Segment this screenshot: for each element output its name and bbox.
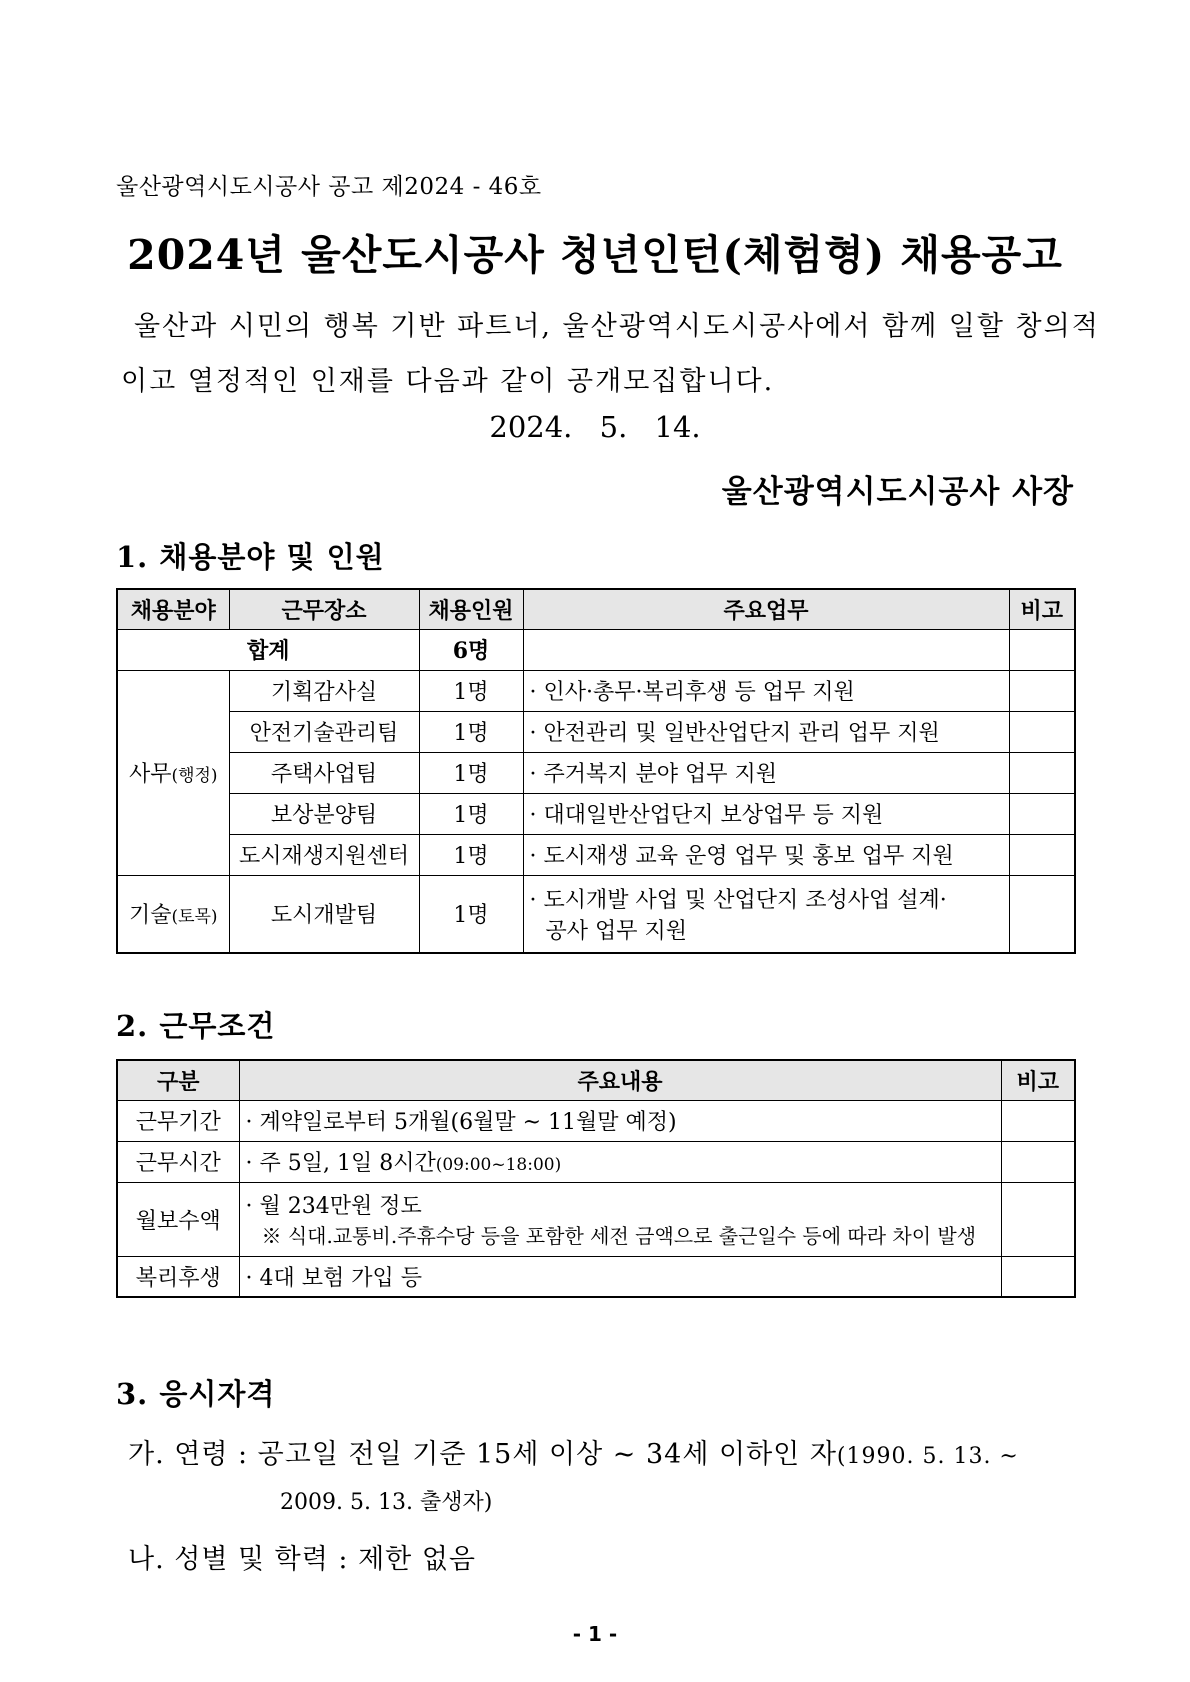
document-title: 2024년 울산도시공사 청년인턴(체험형) 채용공고 — [127, 231, 1063, 279]
section-2-heading: 2. 근무조건 — [116, 1009, 276, 1043]
intro-line-2: 이고 열정적인 인재를 다음과 같이 공개모집합니다. — [121, 366, 775, 397]
table-row — [117, 1100, 1075, 1141]
table-row — [117, 670, 1075, 711]
table-row — [117, 1141, 1075, 1182]
duties: · 도시재생 교육 운영 업무 및 홍보 업무 지원 — [523, 834, 1009, 875]
content — [239, 1141, 1001, 1182]
category: 월보수액 — [117, 1182, 239, 1256]
content-main: · 월 234만원 정도 — [245, 1194, 422, 1219]
header-note: 비고 — [1001, 1060, 1075, 1100]
category: 복리후생 — [117, 1256, 239, 1297]
total-duties — [523, 629, 1009, 670]
field-office — [117, 670, 229, 875]
gender-education-requirement: 나. 성별 및 학력 : 제한 없음 — [128, 1544, 476, 1575]
count: 1명 — [419, 711, 523, 752]
note-cell — [1009, 875, 1075, 953]
header-category: 구분 — [117, 1060, 239, 1100]
announcement-number: 울산광역시도시공사 공고 제2024 - 46호 — [116, 174, 542, 200]
total-label: 합계 — [117, 629, 419, 670]
category: 근무시간 — [117, 1141, 239, 1182]
table-row — [117, 752, 1075, 793]
note-cell — [1001, 1100, 1075, 1141]
conditions-table — [116, 1059, 1076, 1298]
location: 도시개발팀 — [229, 875, 419, 953]
table-row — [117, 1182, 1075, 1256]
content-main: · 주 5일, 1일 8시간 — [245, 1151, 436, 1176]
section-1-heading: 1. 채용분야 및 인원 — [116, 540, 385, 574]
location: 안전기술관리팀 — [229, 711, 419, 752]
total-note — [1009, 629, 1075, 670]
duties: · 안전관리 및 일반산업단지 관리 업무 지원 — [523, 711, 1009, 752]
content — [239, 1182, 1001, 1256]
content: · 4대 보험 가입 등 — [239, 1256, 1001, 1297]
header-location: 근무장소 — [229, 589, 419, 629]
count: 1명 — [419, 875, 523, 953]
field-name: 기술 — [128, 903, 172, 929]
duties: · 인사·총무·복리후생 등 업무 지원 — [523, 670, 1009, 711]
field-sub: (토목) — [171, 907, 218, 928]
location: 기획감사실 — [229, 670, 419, 711]
table-row — [117, 711, 1075, 752]
total-count: 6명 — [419, 629, 523, 670]
header-note: 비고 — [1009, 589, 1075, 629]
note-cell — [1009, 793, 1075, 834]
note-cell — [1001, 1182, 1075, 1256]
note-cell — [1009, 834, 1075, 875]
announcement-date: 2024. 5. 14. — [489, 410, 701, 444]
age-birth-range: (1990. 5. 13. ~ — [836, 1444, 1019, 1469]
header-duties: 주요업무 — [523, 589, 1009, 629]
table-row — [117, 875, 1075, 953]
duties — [523, 875, 1009, 953]
content: · 계약일로부터 5개월(6월말 ~ 11월말 예정) — [239, 1100, 1001, 1141]
age-requirement — [128, 1432, 1019, 1471]
note-cell — [1009, 752, 1075, 793]
recruitment-table — [116, 588, 1076, 954]
count: 1명 — [419, 752, 523, 793]
header-content: 주요내용 — [239, 1060, 1001, 1100]
note-cell — [1009, 711, 1075, 752]
page-number: - 1 - — [572, 1622, 618, 1646]
note-cell — [1009, 670, 1075, 711]
header-count: 채용인원 — [419, 589, 523, 629]
duties: · 대대일반산업단지 보상업무 등 지원 — [523, 793, 1009, 834]
duties: · 주거복지 분야 업무 지원 — [523, 752, 1009, 793]
location: 보상분양팀 — [229, 793, 419, 834]
content-note: ※ 식대.교통비.주휴수당 등을 포함한 세전 금액으로 출근일수 등에 따라 차이 발생 — [261, 1224, 977, 1248]
content-hours: (09:00~18:00) — [435, 1155, 562, 1175]
age-text: 가. 연령 : 공고일 전일 기준 15세 이상 ~ 34세 이하인 자 — [128, 1439, 837, 1470]
duties-line-1: · 도시개발 사업 및 산업단지 조성사업 설계· — [529, 887, 947, 913]
section-3-heading: 3. 응시자격 — [116, 1377, 276, 1411]
note-cell — [1001, 1141, 1075, 1182]
table-row — [117, 834, 1075, 875]
category: 근무기간 — [117, 1100, 239, 1141]
location: 주택사업팀 — [229, 752, 419, 793]
duties-line-2: 공사 업무 지원 — [545, 918, 687, 944]
age-birth-range-cont: 2009. 5. 13. 출생자) — [280, 1490, 493, 1515]
count: 1명 — [419, 793, 523, 834]
header-field: 채용분야 — [117, 589, 229, 629]
location: 도시재생지원센터 — [229, 834, 419, 875]
table-row — [117, 1256, 1075, 1297]
field-sub: (행정) — [171, 766, 218, 786]
table-row — [117, 793, 1075, 834]
issuer: 울산광역시도시공사 사장 — [721, 474, 1074, 510]
field-technical — [117, 875, 229, 953]
count: 1명 — [419, 834, 523, 875]
intro-line-1: 울산과 시민의 행복 기반 파트너, 울산광역시도시공사에서 함께 일할 창의적 — [134, 311, 1100, 342]
field-name: 사무 — [128, 762, 172, 787]
count: 1명 — [419, 670, 523, 711]
note-cell — [1001, 1256, 1075, 1297]
